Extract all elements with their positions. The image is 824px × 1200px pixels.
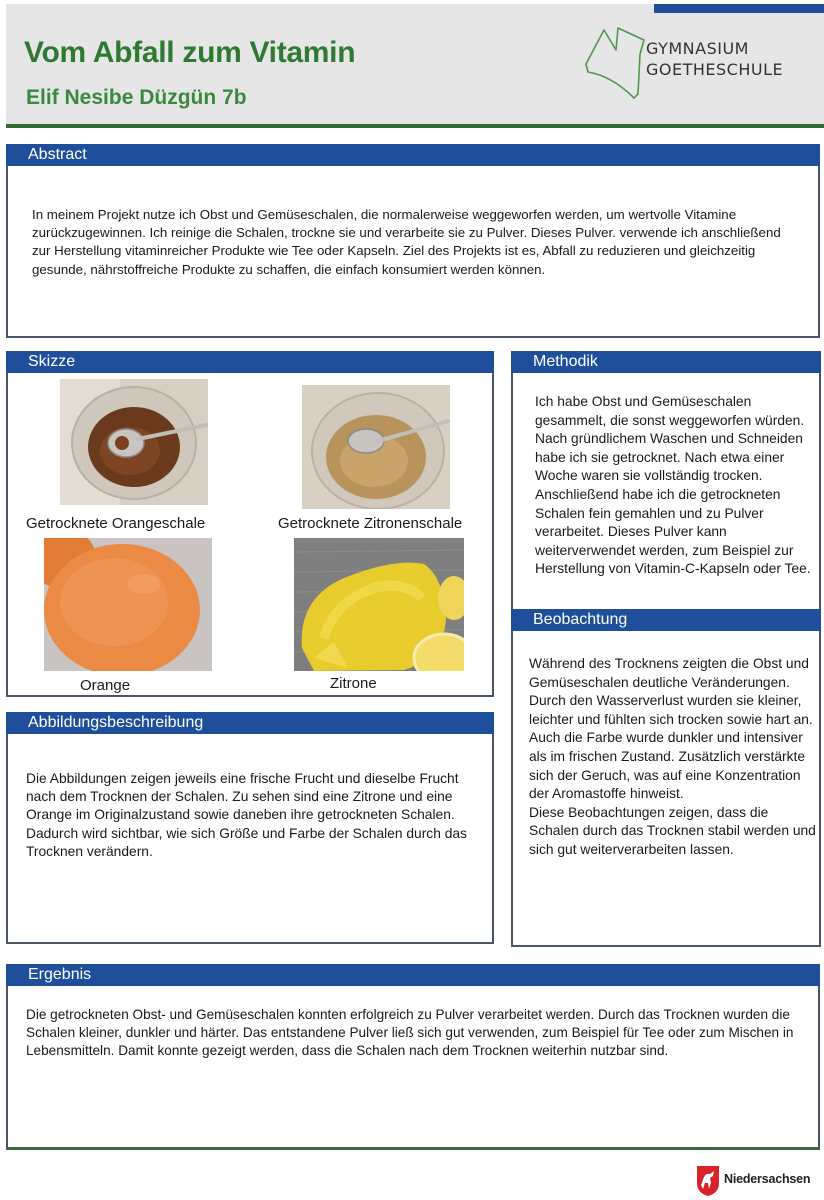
- methodik-panel: [511, 351, 821, 611]
- ginkgo-leaf-icon: [582, 24, 646, 104]
- poster-author: Elif Nesibe Düzgün 7b: [26, 86, 247, 109]
- caption-dried-lemon: Getrocknete Zitronenschale: [278, 515, 463, 532]
- beobachtung-text: Während des Trocknens zeigten die Obst und Gemüseschalen deutliche Veränderungen. Durch den Wasserverlust wurden sie kleiner, leichter und fühlten sich trocken sowie hart an. Auch die Farbe wurde dunkler und intensiver als im frischen Zustand. Zusätzlich verstärkte sich der Geruch, was auf eine Konzentration der Aromastoffe hinweist.: [529, 656, 813, 802]
- school-name: [646, 38, 783, 80]
- abbildungsbeschreibung-text: Die Abbildungen zeigen jeweils eine frische Frucht und dieselbe Frucht nach dem Trocknen der Schalen. Zu sehen sind eine Zitrone und eine Orange im Originalzustand sowie daneben ihre getrockneten Schalen. Dadurch wird sichtbar, wie sich Größe und Farbe der Schalen durch das Trocknen verändern.: [26, 771, 467, 859]
- abstract-text: In meinem Projekt nutze ich Obst und Gemüseschalen, die normalerweise weggeworfen werden, um wertvolle Vitamine zurückzugewinnen. Ich reinige die Schalen, trockne sie und verarbeite sie zu Pulver. Dieses Pulver. verwende ich anschließend zur Herstellung vitaminreicher Produkte wie Tee oder Kapseln. Ziel des Projekts ist es, Abfall zu reduzieren und gleichzeitig gesunde, nährstoffreiche Produkte zu schaffen, die einfach konsumiert werden können.: [32, 207, 781, 277]
- poster-title: Vom Abfall zum Vitamin: [24, 36, 356, 69]
- beobachtung-text-block: [529, 655, 819, 860]
- caption-dried-orange: Getrocknete Orangeschale: [26, 515, 206, 532]
- school-name-line2: GOETHESCHULE: [646, 60, 784, 79]
- niedersachsen-label: Niedersachsen: [724, 1172, 811, 1186]
- bowl-dried-lemon-icon: [302, 385, 450, 509]
- school-logo: [582, 24, 802, 104]
- beobachtung-heading: Beobachtung: [511, 609, 821, 631]
- skizze-heading: Skizze: [6, 351, 494, 373]
- school-name-line1: GYMNASIUM: [646, 39, 749, 58]
- ergebnis-heading: Ergebnis: [6, 964, 820, 986]
- niedersachsen-crest-icon: [696, 1165, 720, 1197]
- abbildungsbeschreibung-panel: [6, 712, 494, 944]
- methodik-text: Ich habe Obst und Gemüseschalen gesammelt, die sonst weggeworfen würden. Nach gründlichem Waschen und Schneiden habe ich sie getrocknet. Nach etwa einer Woche waren sie vollständig trocken. Anschließend habe ich die getrockneten Schalen fein gemahlen und zu Pulver verarbeitet. Dieses Pulver kann weiterverwendet werden, zum Beispiel zur Herstellung von Vitamin-C-Kapseln oder Tee.: [535, 394, 811, 577]
- abstract-heading: Abstract: [6, 144, 820, 166]
- lemon-photo: [294, 538, 464, 671]
- lemon-fruit-icon: [294, 538, 464, 671]
- methodik-heading: Methodik: [511, 351, 821, 373]
- ergebnis-panel: [6, 964, 820, 1150]
- orange-photo: [44, 538, 212, 671]
- beobachtung-panel: [511, 609, 821, 947]
- niedersachsen-logo: [696, 1163, 820, 1197]
- header-accent-bar: [654, 4, 824, 13]
- dried-lemon-peel-photo: [302, 385, 450, 509]
- beobachtung-conclusion: Diese Beobachtungen zeigen, dass die Schalen durch das Trocknen stabil werden und sich gut weiterverarbeiten lassen.: [529, 804, 816, 857]
- bowl-dried-orange-icon: [60, 379, 208, 505]
- dried-orange-peel-photo: [60, 379, 208, 505]
- skizze-panel: [6, 351, 494, 697]
- ergebnis-text: Die getrockneten Obst- und Gemüseschalen konnten erfolgreich zu Pulver verarbeitet werden. Durch das Trocknen wurden die Schalen kleiner, dunkler und härter. Das entstandene Pulver ließ sich gut verwenden, zum Beispiel für Tee oder zum Mischen in Lebensmitteln. Damit konnte gezeigt werden, dass die Schalen nach dem Trocknen weiterhin nutzbar sind.: [26, 1007, 794, 1059]
- caption-orange: Orange: [80, 677, 131, 694]
- abstract-panel: [6, 144, 820, 338]
- orange-fruit-icon: [44, 538, 212, 671]
- abbildungsbeschreibung-heading: Abbildungsbeschreibung: [6, 712, 494, 734]
- header-divider: [6, 124, 824, 128]
- caption-lemon: Zitrone: [330, 675, 377, 692]
